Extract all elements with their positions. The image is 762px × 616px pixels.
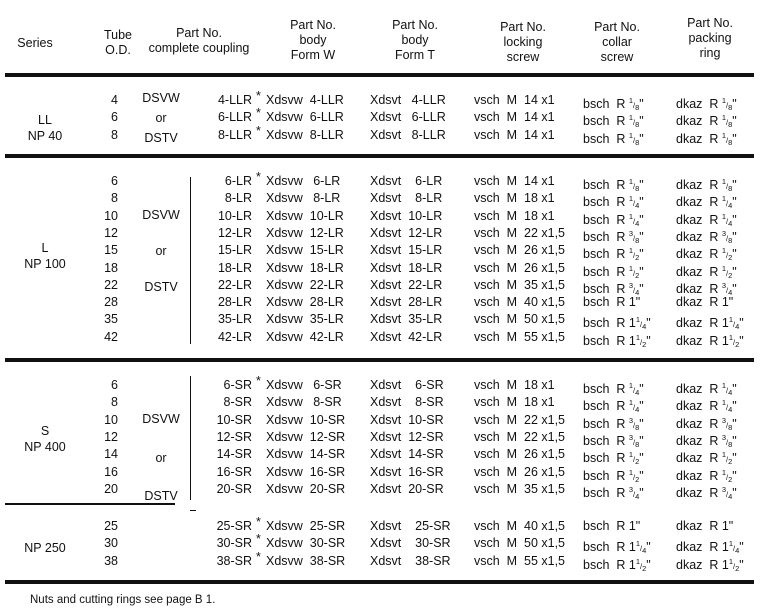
tube-od: 20 — [104, 481, 118, 496]
packing-ring: dkaz R 3/8" — [676, 415, 737, 432]
form-t-part: Xdsvt 6-SR — [370, 378, 444, 392]
form-t-part: Xdsvt 6-LR — [370, 174, 443, 188]
packing-ring: dkaz R 3/4" — [676, 280, 737, 297]
form-w-part: Xdsvw 38-SR — [266, 553, 346, 568]
form-w-part: Xdsvw 42-LR — [266, 329, 344, 344]
complete-part: 30-SR — [216, 536, 252, 551]
coupling-prefix: DSVW — [142, 412, 180, 426]
form-t-part: Xdsvt 25-SR — [370, 519, 451, 533]
coupling-prefix: or — [155, 451, 167, 465]
collar-screw: bsch R 1/2" — [583, 246, 644, 263]
complete-part: 6-LR — [224, 174, 252, 188]
fraction: 1/8 — [628, 177, 640, 193]
locking-screw: vsch M 26 x1,5 — [474, 260, 566, 275]
collar-screw: bsch R 3/4" — [583, 280, 644, 297]
packing-text: dkaz R — [676, 178, 722, 192]
form-w-part: Xdsvw 8-LR — [266, 191, 341, 206]
packing-ring: dkaz R 11/4" — [676, 539, 744, 556]
rule-l — [5, 358, 754, 362]
fraction: 1/2 — [728, 556, 740, 573]
form-w-part: Xdsvw 12-LR — [266, 225, 344, 240]
form-w-part: Xdsvw 4-LLR — [266, 93, 344, 107]
fraction: 1/2 — [628, 450, 640, 467]
fraction: 1/2 — [721, 450, 733, 467]
collar-text: bsch R — [583, 131, 629, 146]
packing-text: dkaz R 1 — [676, 557, 729, 572]
fraction: 1/2 — [635, 556, 647, 573]
fraction: 1/4 — [721, 194, 733, 211]
star-mark: * — [256, 549, 261, 564]
packing-ring: dkaz R 11/4" — [676, 315, 744, 332]
coupling-prefix: or — [155, 111, 167, 125]
locking-screw: vsch M 40 x1,5 — [474, 519, 566, 533]
packing-text: dkaz R — [676, 281, 722, 296]
tube-od: 30 — [104, 536, 118, 551]
tube-od: 8 — [111, 191, 118, 206]
form-t-part: Xdsvt 4-LLR — [370, 93, 446, 107]
form-t-part: Xdsvt 14-SR — [370, 447, 444, 462]
complete-part: 20-SR — [216, 481, 252, 496]
packing-ring — [676, 294, 733, 312]
fraction: 1/4 — [721, 398, 733, 415]
collar-text: bsch R 1" — [583, 295, 641, 310]
collar-text: bsch R — [583, 264, 629, 279]
collar-screw: bsch R 1/4" — [583, 381, 644, 397]
packing-ring: dkaz R 1/2" — [676, 246, 737, 263]
locking-screw: vsch M 26 x1,5 — [474, 243, 566, 258]
coupling-prefix: DSVW — [142, 208, 180, 222]
form-w-part: Xdsvw 10-LR — [266, 208, 344, 223]
complete-part: 35-LR — [217, 312, 252, 327]
star-mark: * — [256, 89, 261, 103]
locking-screw: vsch M 35 x1,5 — [474, 481, 566, 496]
tube-od: 35 — [104, 312, 118, 327]
form-t-part: Xdsvt 12-SR — [370, 429, 444, 444]
collar-text: bsch R — [583, 433, 629, 448]
packing-text: dkaz R — [676, 114, 722, 129]
rule-header — [5, 73, 754, 77]
complete-part: 22-LR — [217, 277, 252, 292]
packing-text: dkaz R 1" — [676, 519, 734, 533]
locking-screw: vsch M 18 x1 — [474, 378, 555, 392]
complete-part: 42-LR — [217, 329, 252, 344]
series-label: L — [41, 241, 49, 255]
header-locking-screw: Part No. locking screw — [500, 20, 546, 64]
form-w-part: Xdsvw 22-LR — [266, 277, 344, 292]
collar-screw: bsch R 1/8" — [583, 96, 644, 112]
header-complete-coupling: Part No. complete coupling — [148, 26, 250, 55]
form-w-part: Xdsvw 10-SR — [266, 412, 346, 427]
collar-screw: bsch R 1/8" — [583, 113, 644, 130]
tube-od: 25 — [104, 519, 118, 533]
collar-text: bsch R 1" — [583, 519, 641, 533]
series-label: NP 400 — [24, 440, 66, 454]
packing-ring: dkaz R 1/8" — [676, 96, 737, 112]
collar-screw: bsch R 11/2" — [583, 556, 651, 573]
form-t-part: Xdsvt 8-LR — [370, 191, 443, 206]
collar-screw: bsch R 1/8" — [583, 130, 644, 147]
fraction: 3/4 — [628, 280, 640, 297]
star-mark: * — [256, 532, 261, 547]
collar-screw: bsch R 1/4" — [583, 211, 644, 228]
complete-part: 10-LR — [217, 208, 252, 223]
collar-text: bsch R — [583, 229, 629, 244]
collar-screw: bsch R 3/8" — [583, 415, 644, 432]
collar-text: bsch R — [583, 382, 629, 396]
locking-screw: vsch M 14 x1 — [474, 174, 555, 188]
fraction: 1/4 — [628, 211, 640, 228]
form-w-part: Xdsvw 15-LR — [266, 243, 344, 258]
packing-ring: dkaz R 3/8" — [676, 432, 737, 449]
form-w-part: Xdsvw 18-LR — [266, 260, 344, 275]
fraction: 1/4 — [635, 315, 647, 332]
complete-part: 8-LLR — [217, 127, 252, 142]
locking-screw: vsch M 40 x1,5 — [474, 295, 566, 310]
packing-text: dkaz R — [676, 247, 722, 262]
collar-text: bsch R 1 — [583, 333, 636, 348]
form-t-part: Xdsvt 28-LR — [370, 295, 443, 310]
packing-ring: dkaz R 1/8" — [676, 130, 737, 147]
header-packing-ring: Part No. packing ring — [687, 16, 733, 60]
fraction: 1/4 — [728, 315, 740, 332]
fraction: 1/8 — [628, 113, 640, 130]
collar-text: bsch R — [583, 451, 629, 466]
form-w-part: Xdsvw 25-SR — [266, 519, 346, 533]
fraction: 3/4 — [628, 484, 640, 501]
fraction: 1/2 — [721, 246, 733, 263]
form-w-part: Xdsvw 6-LR — [266, 174, 341, 188]
collar-text: bsch R — [583, 178, 629, 192]
packing-text: dkaz R 1" — [676, 295, 734, 310]
locking-screw: vsch M 26 x1,5 — [474, 447, 566, 462]
complete-part: 28-LR — [217, 295, 252, 310]
collar-text: bsch R 1 — [583, 557, 636, 572]
complete-part: 38-SR — [216, 553, 252, 568]
form-t-part: Xdsvt 30-SR — [370, 536, 451, 551]
collar-screw — [583, 518, 640, 536]
form-t-part: Xdsvt 12-LR — [370, 225, 443, 240]
coupling-prefix: DSTV — [144, 280, 178, 294]
header-body-form-w: Part No. body Form W — [290, 18, 336, 62]
locking-screw: vsch M 18 x1 — [474, 208, 555, 223]
locking-screw: vsch M 22 x1,5 — [474, 412, 566, 427]
form-t-part: Xdsvt 18-LR — [370, 260, 443, 275]
collar-screw: bsch R 1/2" — [583, 263, 644, 280]
tube-od: 4 — [111, 93, 118, 107]
collar-text: bsch R — [583, 247, 629, 262]
form-w-part: Xdsvw 20-SR — [266, 481, 346, 496]
tube-od: 38 — [104, 553, 118, 568]
packing-text: dkaz R — [676, 382, 722, 396]
fraction: 1/8 — [721, 96, 733, 112]
locking-screw: vsch M 22 x1,5 — [474, 225, 566, 240]
tube-od: 14 — [104, 447, 118, 462]
fraction: 1/2 — [628, 246, 640, 263]
complete-part: 12-SR — [216, 429, 252, 444]
fraction: 3/4 — [721, 484, 733, 501]
form-t-part: Xdsvt 16-SR — [370, 464, 444, 479]
header-series: Series — [17, 36, 53, 50]
tube-od: 22 — [104, 277, 118, 292]
packing-ring: dkaz R 3/8" — [676, 228, 737, 245]
coupling-prefix: DSTV — [144, 131, 178, 145]
form-w-part: Xdsvw 8-SR — [266, 395, 342, 410]
coupling-prefix: DSVW — [142, 91, 180, 105]
form-t-part: Xdsvt 8-LLR — [370, 127, 446, 142]
footnote: Nuts and cutting rings see page B 1. — [30, 594, 216, 606]
collar-text: bsch R 1 — [583, 540, 636, 555]
fraction: 1/8 — [628, 96, 640, 112]
packing-ring: dkaz R 1/8" — [676, 113, 737, 130]
locking-screw: vsch M 22 x1,5 — [474, 429, 566, 444]
collar-screw: bsch R 1/4" — [583, 194, 644, 211]
star-mark: * — [256, 106, 261, 121]
fraction: 1/2 — [721, 467, 733, 484]
fraction: 1/2 — [728, 332, 740, 349]
fraction: 3/8 — [628, 432, 640, 449]
packing-ring: dkaz R 1/4" — [676, 381, 737, 397]
packing-ring: dkaz R 1/2" — [676, 263, 737, 280]
collar-screw: bsch R 1/2" — [583, 450, 644, 467]
collar-text: bsch R — [583, 281, 629, 296]
form-w-part: Xdsvw 6-SR — [266, 378, 342, 392]
fraction: 3/8 — [721, 228, 733, 245]
fraction: 1/8 — [628, 130, 640, 147]
collar-text: bsch R — [583, 212, 629, 227]
collar-text: bsch R — [583, 195, 629, 210]
packing-text: dkaz R — [676, 131, 722, 146]
fraction: 3/8 — [721, 432, 733, 449]
tube-od: 6 — [111, 110, 118, 125]
packing-text: dkaz R 1 — [676, 316, 729, 331]
collar-screw: bsch R 3/4" — [583, 484, 644, 501]
form-t-part: Xdsvt 22-LR — [370, 277, 443, 292]
tube-od: 8 — [111, 395, 118, 410]
packing-text: dkaz R 1 — [676, 333, 729, 348]
complete-part: 12-LR — [217, 225, 252, 240]
packing-text: dkaz R — [676, 433, 722, 448]
packing-text: dkaz R — [676, 416, 722, 431]
form-t-part: Xdsvt 8-SR — [370, 395, 444, 410]
fraction: 1/8 — [721, 113, 733, 130]
locking-screw: vsch M 14 x1 — [474, 127, 555, 142]
star-mark: * — [256, 123, 261, 138]
form-t-part: Xdsvt 6-LLR — [370, 110, 446, 125]
form-w-part: Xdsvw 35-LR — [266, 312, 344, 327]
fraction: 1/8 — [721, 130, 733, 147]
tube-od: 6 — [111, 378, 118, 392]
star-mark: * — [256, 170, 261, 184]
header-body-form-t: Part No. body Form T — [392, 18, 438, 62]
fraction: 1/4 — [628, 194, 640, 211]
star-mark: * — [256, 515, 261, 529]
form-w-part: Xdsvw 6-LLR — [266, 110, 344, 125]
fraction: 3/8 — [628, 415, 640, 432]
collar-text: bsch R — [583, 485, 629, 500]
form-w-part: Xdsvw 28-LR — [266, 295, 344, 310]
collar-text: bsch R — [583, 416, 629, 431]
packing-text: dkaz R — [676, 451, 722, 466]
fraction: 1/2 — [628, 467, 640, 484]
packing-text: dkaz R — [676, 399, 722, 414]
collar-text: bsch R — [583, 114, 629, 129]
locking-screw: vsch M 50 x1,5 — [474, 312, 566, 327]
packing-ring: dkaz R 1/4" — [676, 398, 737, 415]
fraction: 3/8 — [628, 228, 640, 245]
packing-text: dkaz R — [676, 229, 722, 244]
collar-screw: bsch R 11/4" — [583, 539, 651, 556]
locking-screw: vsch M 14 x1 — [474, 110, 555, 125]
packing-ring: dkaz R 11/2" — [676, 556, 744, 573]
tube-od: 10 — [104, 412, 118, 427]
fraction: 1/4 — [728, 539, 740, 556]
complete-part: 8-LR — [224, 191, 252, 206]
locking-screw: vsch M 55 x1,5 — [474, 329, 566, 344]
locking-screw: vsch M 26 x1,5 — [474, 464, 566, 479]
complete-part: 8-SR — [223, 395, 252, 410]
coupling-prefix: or — [155, 244, 167, 258]
packing-text: dkaz R 1 — [676, 540, 729, 555]
fraction: 1/4 — [628, 398, 640, 415]
tube-od: 10 — [104, 208, 118, 223]
packing-text: dkaz R — [676, 195, 722, 210]
packing-ring: dkaz R 1/4" — [676, 211, 737, 228]
complete-part: 18-LR — [217, 260, 252, 275]
complete-part: 4-LLR — [217, 93, 252, 107]
series-label: LL — [38, 113, 52, 127]
header-tube-od: Tube O.D. — [103, 28, 133, 57]
fraction: 1/4 — [628, 381, 640, 397]
collar-screw: bsch R 3/8" — [583, 228, 644, 245]
form-w-part: Xdsvw 16-SR — [266, 464, 346, 479]
form-t-part: Xdsvt 20-SR — [370, 481, 444, 496]
tube-od: 42 — [104, 329, 118, 344]
collar-text: bsch R — [583, 97, 629, 111]
locking-screw: vsch M 18 x1 — [474, 395, 555, 410]
packing-text: dkaz R — [676, 212, 722, 227]
form-w-part: Xdsvw 30-SR — [266, 536, 346, 551]
fraction: 1/4 — [721, 381, 733, 397]
packing-text: dkaz R — [676, 264, 722, 279]
complete-part: 6-SR — [223, 378, 252, 392]
fraction: 1/8 — [721, 177, 733, 193]
locking-screw: vsch M 18 x1 — [474, 191, 555, 206]
collar-text: bsch R 1 — [583, 316, 636, 331]
packing-text: dkaz R — [676, 97, 722, 111]
complete-part: 14-SR — [216, 447, 252, 462]
fraction: 1/4 — [635, 539, 647, 556]
fraction: 3/4 — [721, 280, 733, 297]
complete-part: 6-LLR — [217, 110, 252, 125]
fraction: 1/2 — [635, 332, 647, 349]
locking-screw: vsch M 14 x1 — [474, 93, 555, 107]
fraction: 1/2 — [628, 263, 640, 280]
complete-part: 15-LR — [217, 243, 252, 258]
collar-screw: bsch R 11/2" — [583, 332, 651, 349]
collar-screw: bsch R 1/4" — [583, 398, 644, 415]
fraction: 1/4 — [721, 211, 733, 228]
rule-ll — [5, 154, 754, 158]
rule-bottom — [5, 580, 754, 584]
form-t-part: Xdsvt 10-SR — [370, 412, 444, 427]
collar-screw: bsch R 1/2" — [583, 467, 644, 484]
form-t-part: Xdsvt 38-SR — [370, 553, 451, 568]
packing-ring: dkaz R 1/4" — [676, 194, 737, 211]
collar-screw: bsch R 3/8" — [583, 432, 644, 449]
coupling-prefix: DSTV — [144, 489, 178, 503]
tube-od: 12 — [104, 429, 118, 444]
packing-ring: dkaz R 1/2" — [676, 450, 737, 467]
series-label: NP 40 — [27, 129, 63, 143]
packing-ring: dkaz R 1/8" — [676, 177, 737, 193]
tube-od: 8 — [111, 127, 118, 142]
form-w-part: Xdsvw 12-SR — [266, 429, 346, 444]
form-t-part: Xdsvt 10-LR — [370, 208, 443, 223]
packing-text: dkaz R — [676, 485, 722, 500]
locking-screw: vsch M 35 x1,5 — [474, 277, 566, 292]
form-t-part: Xdsvt 42-LR — [370, 329, 443, 344]
locking-screw: vsch M 50 x1,5 — [474, 536, 566, 551]
complete-part: 25-SR — [216, 519, 252, 533]
tube-od: 12 — [104, 225, 118, 240]
collar-screw: bsch R 1/8" — [583, 177, 644, 193]
collar-screw: bsch R 11/4" — [583, 315, 651, 332]
fraction: 1/2 — [721, 263, 733, 280]
tube-od: 15 — [104, 243, 118, 258]
form-w-part: Xdsvw 8-LLR — [266, 127, 344, 142]
tube-od: 16 — [104, 464, 118, 479]
tube-od: 6 — [111, 174, 118, 188]
series-label: NP 250 — [24, 541, 66, 555]
complete-part: 16-SR — [216, 464, 252, 479]
collar-text: bsch R — [583, 468, 629, 483]
packing-text: dkaz R — [676, 468, 722, 483]
fraction: 3/8 — [721, 415, 733, 432]
complete-part: 10-SR — [216, 412, 252, 427]
collar-text: bsch R — [583, 399, 629, 414]
form-w-part: Xdsvw 14-SR — [266, 447, 346, 462]
tube-od: 18 — [104, 260, 118, 275]
form-t-part: Xdsvt 35-LR — [370, 312, 443, 327]
packing-ring: dkaz R 1/2" — [676, 467, 737, 484]
tube-od: 28 — [104, 295, 118, 310]
form-t-part: Xdsvt 15-LR — [370, 243, 443, 258]
series-label: NP 100 — [24, 257, 66, 271]
collar-screw — [583, 294, 640, 312]
brace-np250 — [190, 510, 196, 514]
locking-screw: vsch M 55 x1,5 — [474, 553, 566, 568]
header-collar-screw: Part No. collar screw — [594, 20, 640, 64]
packing-ring: dkaz R 3/4" — [676, 484, 737, 501]
star-mark: * — [256, 374, 261, 388]
packing-ring: dkaz R 11/2" — [676, 332, 744, 349]
series-label: S — [40, 424, 50, 438]
packing-ring — [676, 518, 733, 536]
